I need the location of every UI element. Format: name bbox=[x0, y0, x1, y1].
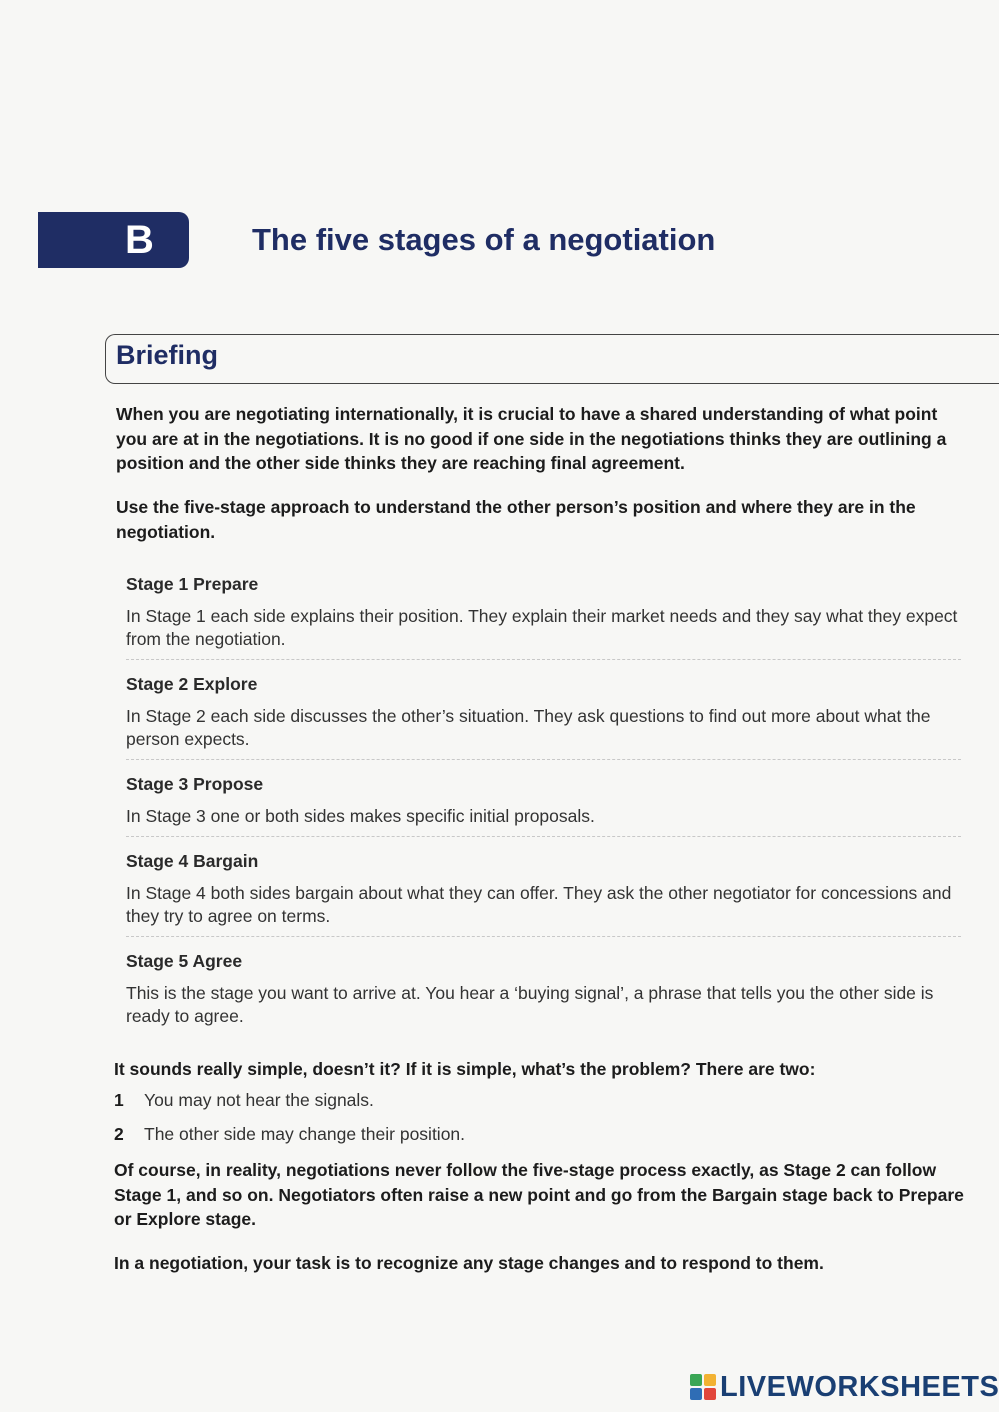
stage-description: In Stage 4 both sides bargain about what they can offer. They ask the other negotiator for concessions and they try to agree on terms. bbox=[126, 883, 952, 926]
list-item bbox=[114, 1122, 974, 1146]
liveworksheets-logo bbox=[690, 1370, 999, 1404]
intro-paragraph: When you are negotiating internationally, it is crucial to have a shared understanding of what point you are at in the negotiations. It is no good if one side in the negotiations thinks they are outlining a position and the other side thinks they are reaching final agreement. bbox=[116, 404, 947, 473]
list-text: The other side may change their position. bbox=[144, 1124, 466, 1144]
section-badge bbox=[38, 212, 189, 268]
stage-item bbox=[126, 672, 961, 760]
problem-question: It sounds really simple, doesn’t it? If it is simple, what’s the problem? There are two: bbox=[114, 1059, 816, 1079]
page-title: The five stages of a negotiation bbox=[252, 222, 716, 257]
stage-description: In Stage 2 each side discusses the other’s situation. They ask questions to find out more about what the person expects. bbox=[126, 706, 931, 749]
stage-item bbox=[126, 772, 961, 837]
stage-title: Stage 5 Agree bbox=[126, 951, 243, 971]
stage-item bbox=[126, 949, 961, 1036]
stage-description: In Stage 3 one or both sides makes specific initial proposals. bbox=[126, 806, 595, 826]
stage-title: Stage 1 Prepare bbox=[126, 574, 259, 594]
section-letter: B bbox=[125, 217, 154, 262]
closing-paragraph: In a negotiation, your task is to recognize any stage changes and to respond to them. bbox=[114, 1253, 824, 1273]
logo-text: LIVEWORKSHEETS bbox=[720, 1370, 999, 1403]
closing-paragraph: Of course, in reality, negotiations never follow the five-stage process exactly, as Stage 2 can follow Stage 1, and so on. Negotiators often raise a new point and go from the Bargain stage back to Prepare or Explore stage. bbox=[114, 1160, 964, 1229]
stages-list bbox=[126, 572, 961, 1048]
briefing-heading: Briefing bbox=[116, 340, 219, 370]
stage-title: Stage 4 Bargain bbox=[126, 851, 259, 871]
liveworksheets-logo-icon bbox=[690, 1374, 716, 1400]
problem-list bbox=[114, 1088, 974, 1156]
stage-description: In Stage 1 each side explains their position. They explain their market needs and they say what they expect from the negotiation. bbox=[126, 606, 958, 649]
stage-title: Stage 3 Propose bbox=[126, 774, 264, 794]
stage-title: Stage 2 Explore bbox=[126, 674, 258, 694]
stage-item bbox=[126, 572, 961, 660]
intro-paragraph: Use the five-stage approach to understand the other person’s position and where they are in the negotiation. bbox=[116, 497, 916, 542]
list-text: You may not hear the signals. bbox=[144, 1090, 374, 1110]
list-item bbox=[114, 1088, 974, 1112]
stage-description: This is the stage you want to arrive at. You hear a ‘buying signal’, a phrase that tells you the other side is ready to agree. bbox=[126, 983, 934, 1026]
list-number: 2 bbox=[114, 1124, 124, 1144]
stage-item bbox=[126, 849, 961, 937]
briefing-frame bbox=[105, 334, 999, 384]
list-number: 1 bbox=[114, 1090, 124, 1110]
